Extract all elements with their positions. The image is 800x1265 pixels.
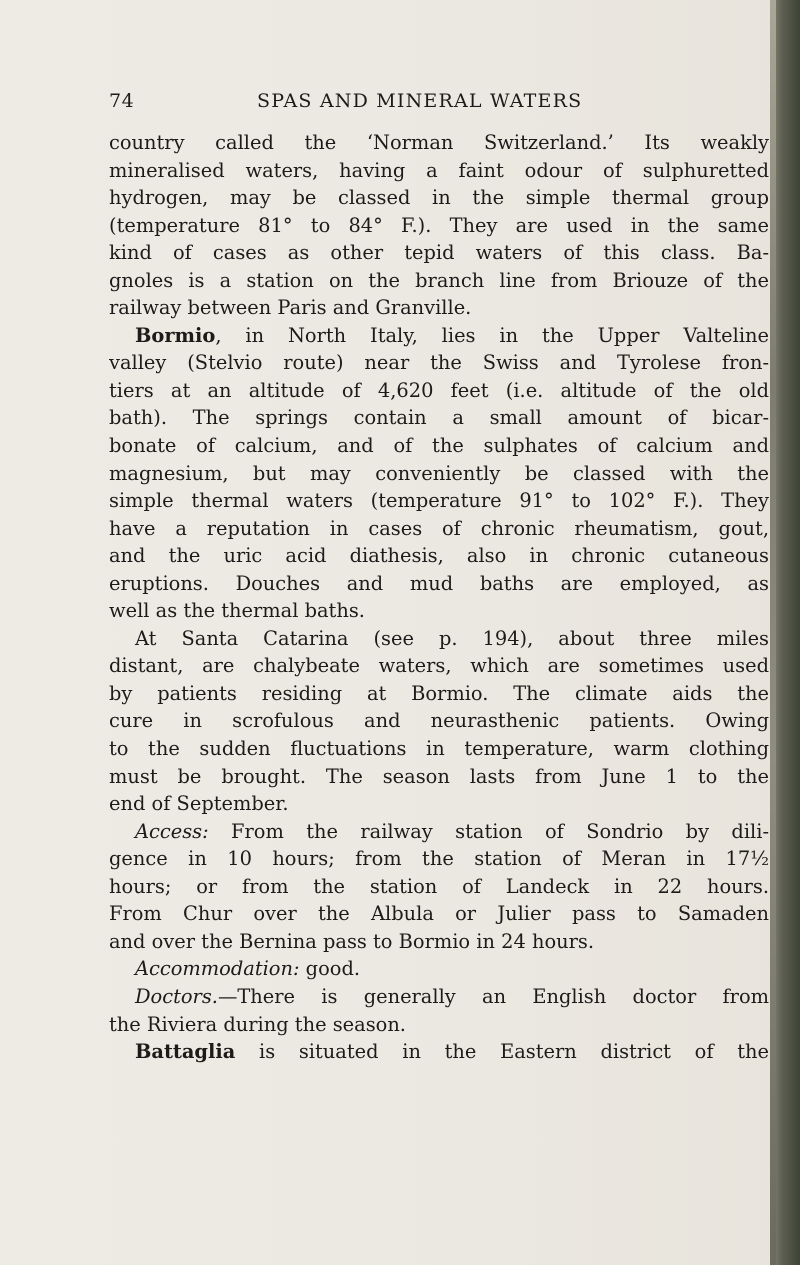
- page-number: 74: [109, 90, 135, 112]
- text-line: to the sudden fluctuations in temperature, warm clothing: [109, 737, 769, 761]
- paragraph-start-battaglia: Battaglia is situated in the Eastern district of the: [135, 1040, 769, 1064]
- text-line: end of September.: [109, 792, 289, 816]
- text-line: gnoles is a station on the branch line from Briouze of the: [109, 268, 769, 292]
- body-text: [109, 129, 769, 1066]
- running-title: SPAS AND MINERAL WATERS: [257, 90, 583, 112]
- text-line: distant, are chalybeate waters, which are sometimes used: [109, 654, 769, 678]
- text-line: bonate of calcium, and of the sulphates of calcium and: [109, 434, 769, 458]
- paragraph-start-access: Access: From the railway station of Sondrio by dili-: [135, 819, 769, 843]
- text-line: bath). The springs contain a small amount of bicar-: [109, 406, 769, 430]
- text-line: must be brought. The season lasts from June 1 to the: [109, 764, 769, 788]
- text-line: hours; or from the station of Landeck in 22 hours.: [109, 874, 769, 898]
- paragraph-accommodation: Accommodation: good.: [135, 957, 361, 981]
- text-line: tiers at an altitude of 4,620 feet (i.e. altitude of the old: [109, 378, 769, 402]
- text-line: have a reputation in cases of chronic rheumatism, gout,: [109, 516, 769, 540]
- text-line: and the uric acid diathesis, also in chronic cutaneous: [109, 544, 769, 568]
- text-line: railway between Paris and Granville.: [109, 296, 472, 320]
- text-line: (temperature 81° to 84° F.). They are used in the same: [109, 213, 769, 237]
- text-line: gence in 10 hours; from the station of Meran in 17½: [109, 847, 769, 871]
- text-line: cure in scrofulous and neurasthenic patients. Owing: [109, 709, 769, 733]
- text-line: well as the thermal baths.: [109, 599, 365, 623]
- text-line: mineralised waters, having a faint odour of sulphuretted: [109, 158, 769, 182]
- text-line: the Riviera during the season.: [109, 1012, 406, 1036]
- text-line: and over the Bernina pass to Bormio in 24 hours.: [109, 929, 594, 953]
- text-line: eruptions. Douches and mud baths are employed, as: [109, 571, 769, 595]
- text-line: magnesium, but may conveniently be classed with the: [109, 461, 769, 485]
- text-line: From Chur over the Albula or Julier pass to Samaden: [109, 902, 769, 926]
- text-line: country called the ‘Norman Switzerland.’ Its weakly: [109, 131, 769, 154]
- text-line: simple thermal waters (temperature 91° to 102° F.). They: [109, 489, 769, 513]
- text-line: hydrogen, may be classed in the simple thermal group: [109, 186, 769, 210]
- text-line: valley (Stelvio route) near the Swiss and Tyrolese fron-: [109, 351, 769, 375]
- book-spine-edge: [770, 0, 800, 1265]
- text-line: by patients residing at Bormio. The climate aids the: [109, 681, 769, 705]
- paragraph-start-doctors: Doctors.—There is generally an English doctor from: [135, 984, 769, 1008]
- paragraph-start-santa-catarina: At Santa Catarina (see p. 194), about three miles: [135, 626, 769, 650]
- paragraph-start-bormio: Bormio, in North Italy, lies in the Upper Valteline: [135, 323, 769, 347]
- running-head: [109, 90, 769, 116]
- text-line: kind of cases as other tepid waters of this class. Ba-: [109, 241, 769, 265]
